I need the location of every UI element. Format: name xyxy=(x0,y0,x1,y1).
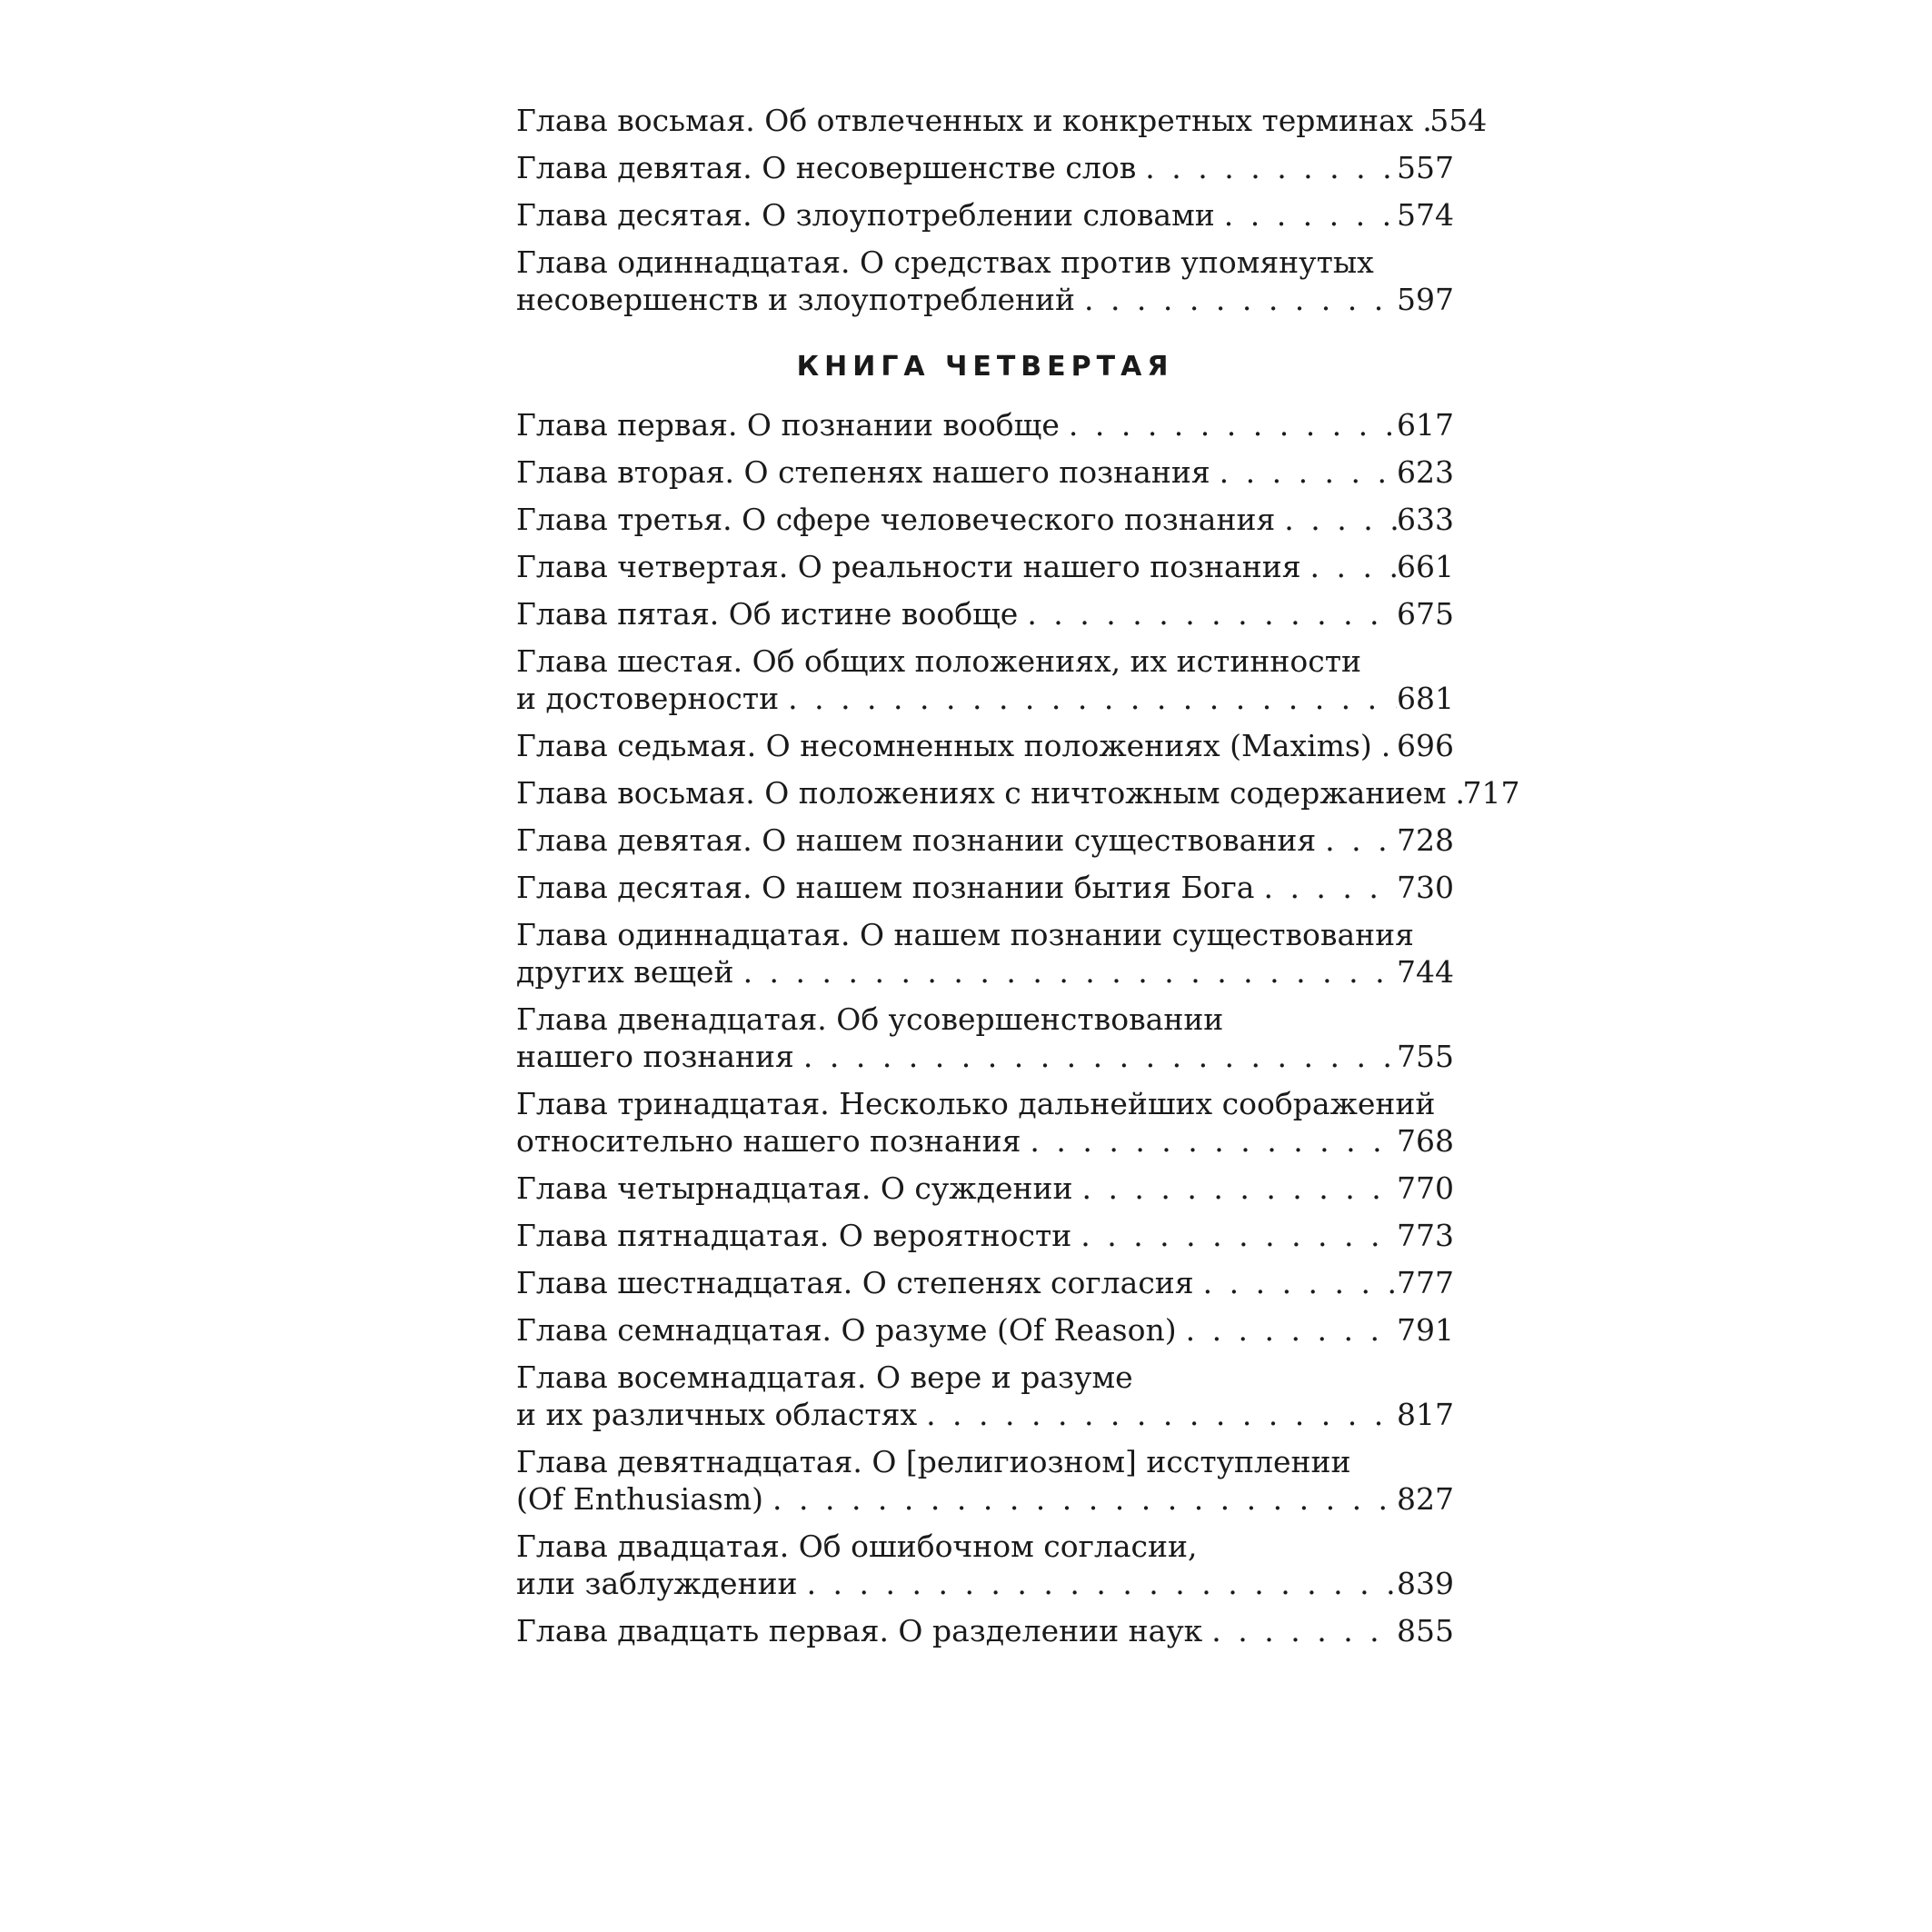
toc-page-number: 696 xyxy=(1397,728,1454,763)
toc-entry-line xyxy=(516,1396,1454,1433)
toc-entry-title: Глава одиннадцатая. О средствах против упомянутых xyxy=(516,244,1374,280)
toc-entry xyxy=(516,149,1454,186)
toc-page xyxy=(516,102,1520,1659)
dot-leader xyxy=(1275,501,1397,538)
toc-page-number: 777 xyxy=(1397,1265,1454,1300)
dot-leader xyxy=(1060,406,1397,443)
dot-leader xyxy=(1447,774,1463,812)
toc-entry xyxy=(516,1528,1454,1602)
toc-entry xyxy=(516,916,1454,991)
toc-entry-title: несовершенств и злоупотреблений xyxy=(516,282,1075,317)
dot-leader xyxy=(1194,1264,1397,1301)
toc-entry-line xyxy=(516,642,1454,680)
dot-leader xyxy=(917,1396,1397,1433)
dot-leader xyxy=(1071,1217,1397,1254)
toc-entry xyxy=(516,1170,1454,1207)
dot-leader xyxy=(1018,595,1397,632)
toc-entry-line xyxy=(516,501,1454,538)
toc-entry-line xyxy=(516,548,1454,585)
toc-page-number: 744 xyxy=(1397,954,1454,990)
toc-entry-title: Глава пятнадцатая. О вероятности xyxy=(516,1218,1072,1253)
toc-page-number: 791 xyxy=(1397,1312,1454,1348)
toc-entry-line xyxy=(516,1170,1454,1207)
toc-page-number: 597 xyxy=(1397,282,1454,317)
toc-entry-title: Глава десятая. О злоупотреблении словами xyxy=(516,197,1215,233)
toc-entry-line xyxy=(516,1085,1454,1122)
toc-entry-title: или заблуждении xyxy=(516,1566,798,1601)
toc-page-number: 617 xyxy=(1397,407,1454,443)
dot-leader xyxy=(1072,1170,1397,1207)
toc-page-number: 623 xyxy=(1397,454,1454,490)
toc-page-number: 554 xyxy=(1429,103,1488,138)
toc-entry-title: Глава седьмая. О несомненных положениях (Maxims) xyxy=(516,728,1372,763)
toc-entry xyxy=(516,869,1454,906)
toc-entry-title: Глава шестая. Об общих положениях, их истинности xyxy=(516,643,1361,679)
toc-entry-title: Глава восемнадцатая. О вере и разуме xyxy=(516,1359,1133,1395)
toc-page-number: 717 xyxy=(1462,775,1520,811)
toc-entry-title: Глава двадцать первая. О разделении наук xyxy=(516,1613,1203,1648)
toc-page-number: 574 xyxy=(1397,197,1454,233)
toc-entry xyxy=(516,1612,1454,1649)
toc-entry xyxy=(516,102,1488,139)
toc-entry xyxy=(516,1085,1454,1160)
toc-page-number: 768 xyxy=(1397,1123,1454,1159)
toc-list-top xyxy=(516,102,1488,318)
toc-entry-title: Глава десятая. О нашем познании бытия Бога xyxy=(516,870,1255,905)
toc-entry-title: Глава девятая. О несовершенстве слов xyxy=(516,150,1137,185)
toc-entry xyxy=(516,727,1454,764)
toc-entry-line xyxy=(516,680,1454,717)
toc-entry-line xyxy=(516,1038,1454,1075)
toc-entry xyxy=(516,244,1454,318)
toc-entry-title: Глава двенадцатая. Об усовершенствовании xyxy=(516,1001,1224,1037)
toc-list-book4 xyxy=(516,406,1520,1649)
toc-entry-line xyxy=(516,1528,1454,1565)
toc-entry-line xyxy=(516,1359,1454,1396)
toc-entry-title: Глава восьмая. Об отвлеченных и конкретных терминах xyxy=(516,103,1414,138)
dot-leader xyxy=(779,680,1397,717)
toc-entry-title: Глава третья. О сфере человеческого познания xyxy=(516,502,1276,537)
toc-page-number: 755 xyxy=(1397,1039,1454,1074)
toc-entry-line xyxy=(516,102,1488,139)
dot-leader xyxy=(1210,453,1397,491)
dot-leader xyxy=(1075,281,1397,318)
toc-entry xyxy=(516,642,1454,717)
toc-page-number: 675 xyxy=(1397,596,1454,632)
dot-leader xyxy=(1301,548,1397,585)
toc-entry-title: Глава четырнадцатая. О суждении xyxy=(516,1170,1073,1206)
toc-entry-line xyxy=(516,1264,1454,1301)
toc-entry-line xyxy=(516,774,1520,812)
dot-leader xyxy=(1202,1612,1397,1649)
toc-entry-title: Глава вторая. О степенях нашего познания xyxy=(516,454,1210,490)
toc-entry xyxy=(516,1443,1454,1518)
toc-entry-line xyxy=(516,406,1454,443)
toc-entry-line xyxy=(516,1612,1454,1649)
toc-entry-line xyxy=(516,1217,1454,1254)
toc-entry-line xyxy=(516,953,1454,991)
toc-entry xyxy=(516,548,1454,585)
toc-entry xyxy=(516,1311,1454,1349)
toc-page-number: 661 xyxy=(1397,549,1454,584)
toc-page-number: 827 xyxy=(1397,1481,1454,1517)
toc-entry-line xyxy=(516,149,1454,186)
toc-entry-line xyxy=(516,727,1454,764)
toc-entry xyxy=(516,774,1520,812)
toc-entry-title: и их различных областях xyxy=(516,1397,918,1432)
toc-entry-line xyxy=(516,1001,1454,1038)
dot-leader xyxy=(1177,1311,1397,1349)
toc-entry xyxy=(516,1359,1454,1433)
toc-entry-line xyxy=(516,453,1454,491)
dot-leader xyxy=(1136,149,1397,186)
toc-page-number: 633 xyxy=(1397,502,1454,537)
toc-entry-line xyxy=(516,281,1454,318)
toc-entry-title: относительно нашего познания xyxy=(516,1123,1021,1159)
toc-entry-title: других вещей xyxy=(516,954,734,990)
toc-page-number: 855 xyxy=(1397,1613,1454,1648)
toc-entry xyxy=(516,1264,1454,1301)
toc-entry-line xyxy=(516,1122,1454,1160)
toc-entry-line xyxy=(516,1565,1454,1602)
dot-leader xyxy=(1413,102,1429,139)
toc-entry-title: Глава тринадцатая. Несколько дальнейших соображений xyxy=(516,1086,1436,1121)
dot-leader xyxy=(763,1480,1397,1518)
toc-page-number: 817 xyxy=(1397,1397,1454,1432)
toc-entry xyxy=(516,406,1454,443)
toc-entry-line xyxy=(516,1443,1454,1480)
dot-leader xyxy=(734,953,1397,991)
toc-entry-title: Глава одиннадцатая. О нашем познании существования xyxy=(516,917,1414,952)
toc-entry-line xyxy=(516,1480,1454,1518)
toc-entry xyxy=(516,595,1454,632)
toc-entry xyxy=(516,196,1454,234)
toc-page-number: 839 xyxy=(1397,1566,1454,1601)
toc-page-number: 730 xyxy=(1397,870,1454,905)
toc-entry-title: Глава девятнадцатая. О [религиозном] исступлении xyxy=(516,1444,1351,1479)
dot-leader xyxy=(1372,727,1397,764)
toc-entry-title: нашего познания xyxy=(516,1039,794,1074)
toc-entry-line xyxy=(516,244,1454,281)
toc-page-number: 557 xyxy=(1397,150,1454,185)
toc-entry-title: (Of Enthusiasm) xyxy=(516,1481,764,1517)
toc-page-number: 728 xyxy=(1397,822,1454,858)
toc-entry-title: Глава первая. О познании вообще xyxy=(516,407,1060,443)
book-heading: КНИГА ЧЕТВЕРТАЯ xyxy=(796,351,1174,383)
toc-entry-line xyxy=(516,1311,1454,1349)
dot-leader xyxy=(1215,196,1397,234)
toc-entry xyxy=(516,822,1454,859)
toc-entry-line xyxy=(516,196,1454,234)
toc-entry-title: Глава шестнадцатая. О степенях согласия xyxy=(516,1265,1194,1300)
toc-page-number: 773 xyxy=(1397,1218,1454,1253)
dot-leader xyxy=(794,1038,1397,1075)
toc-entry-line xyxy=(516,822,1454,859)
toc-entry-title: Глава пятая. Об истине вообще xyxy=(516,596,1019,632)
toc-page-number: 770 xyxy=(1397,1170,1454,1206)
toc-entry-title: Глава четвертая. О реальности нашего познания xyxy=(516,549,1301,584)
toc-entry-line xyxy=(516,869,1454,906)
toc-entry xyxy=(516,501,1454,538)
dot-leader xyxy=(1254,869,1397,906)
toc-entry-line xyxy=(516,595,1454,632)
dot-leader xyxy=(1316,822,1397,859)
toc-entry-title: и достоверности xyxy=(516,681,780,716)
toc-entry xyxy=(516,453,1454,491)
toc-page-number: 681 xyxy=(1397,681,1454,716)
dot-leader xyxy=(1021,1122,1397,1160)
dot-leader xyxy=(798,1565,1397,1602)
toc-entry xyxy=(516,1001,1454,1075)
toc-entry xyxy=(516,1217,1454,1254)
toc-entry-line xyxy=(516,916,1454,953)
toc-entry-title: Глава двадцатая. Об ошибочном согласии, xyxy=(516,1529,1198,1564)
toc-entry-title: Глава восьмая. О положениях с ничтожным содержанием xyxy=(516,775,1447,811)
toc-entry-title: Глава семнадцатая. О разуме (Of Reason) xyxy=(516,1312,1177,1348)
toc-entry-title: Глава девятая. О нашем познании существования xyxy=(516,822,1317,858)
